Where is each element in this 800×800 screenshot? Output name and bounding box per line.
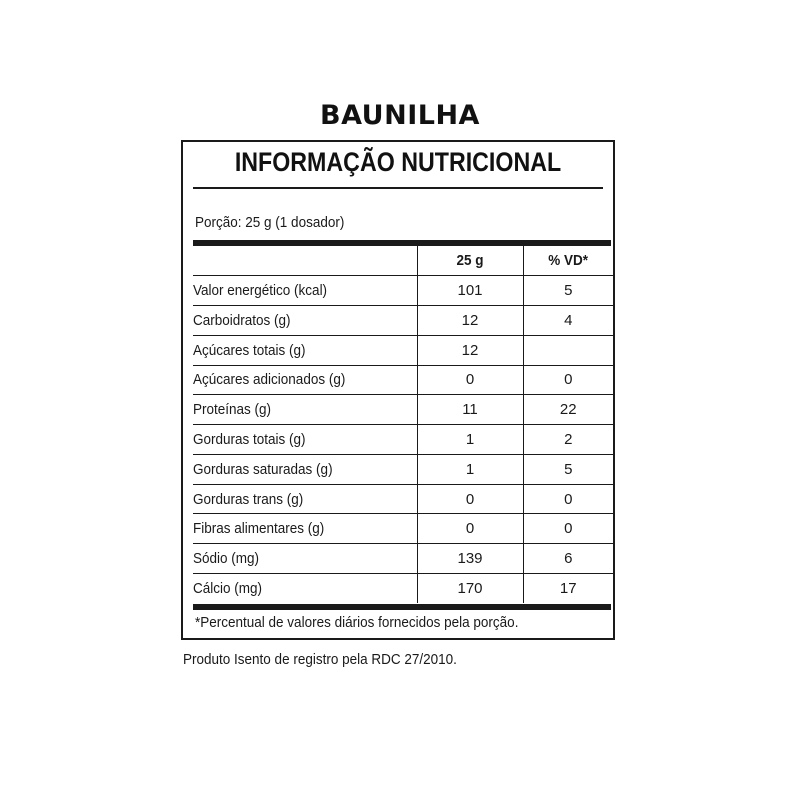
nutrient-label: Gorduras totais (g) xyxy=(193,430,306,448)
nutrient-dv: 17 xyxy=(523,573,613,603)
table-row xyxy=(193,335,613,365)
nutrient-label: Fibras alimentares (g) xyxy=(193,520,325,538)
nutrient-label-cell xyxy=(193,395,417,425)
footnote: *Percentual de valores diários fornecidos pela porção. xyxy=(195,614,519,631)
nutrient-amount: 1 xyxy=(417,454,523,484)
header-amount-label: 25 g xyxy=(456,252,484,270)
title-divider xyxy=(193,187,603,189)
header-blank-cell xyxy=(193,246,417,276)
nutrient-dv: 5 xyxy=(523,276,613,306)
table-row xyxy=(193,484,613,514)
nutrient-dv: 6 xyxy=(523,544,613,574)
thick-divider-bottom xyxy=(193,604,611,610)
nutrition-table xyxy=(193,246,613,603)
nutrition-table-body xyxy=(193,246,613,603)
panel-title: INFORMAÇÃO NUTRICIONAL xyxy=(234,147,562,177)
nutrient-label-cell xyxy=(193,514,417,544)
table-row xyxy=(193,454,613,484)
nutrient-dv: 2 xyxy=(523,425,613,455)
nutrient-amount: 0 xyxy=(417,365,523,395)
serving-size: Porção: 25 g (1 dosador) xyxy=(195,214,345,231)
header-dv-label: % VD* xyxy=(548,252,589,270)
nutrient-label: Cálcio (mg) xyxy=(193,580,263,598)
table-row xyxy=(193,365,613,395)
nutrient-label-cell xyxy=(193,425,417,455)
nutrient-amount: 12 xyxy=(417,306,523,336)
nutrient-label-cell xyxy=(193,276,417,306)
table-row xyxy=(193,306,613,336)
nutrient-amount: 170 xyxy=(417,573,523,603)
nutrient-label-cell xyxy=(193,573,417,603)
nutrient-label-cell xyxy=(193,365,417,395)
nutrient-label-cell xyxy=(193,306,417,336)
nutrient-amount: 101 xyxy=(417,276,523,306)
nutrient-label: Carboidratos (g) xyxy=(193,311,291,329)
nutrient-amount: 11 xyxy=(417,395,523,425)
nutrient-label-cell xyxy=(193,454,417,484)
header-dv xyxy=(523,246,613,276)
nutrient-label: Valor energético (kcal) xyxy=(193,282,328,300)
table-row xyxy=(193,514,613,544)
header-amount xyxy=(417,246,523,276)
nutrient-label-cell xyxy=(193,544,417,574)
nutrient-amount: 139 xyxy=(417,544,523,574)
nutrient-amount: 0 xyxy=(417,514,523,544)
table-header-row xyxy=(193,246,613,276)
registry-note: Produto Isento de registro pela RDC 27/2010. xyxy=(183,651,457,668)
nutrient-dv: 0 xyxy=(523,484,613,514)
nutrient-label: Gorduras trans (g) xyxy=(193,490,304,508)
nutrient-dv: 5 xyxy=(523,454,613,484)
table-row xyxy=(193,425,613,455)
nutrient-label-cell xyxy=(193,484,417,514)
nutrient-dv: 4 xyxy=(523,306,613,336)
nutrient-amount: 0 xyxy=(417,484,523,514)
table-row xyxy=(193,573,613,603)
nutrient-label-cell xyxy=(193,335,417,365)
table-row xyxy=(193,544,613,574)
nutrient-label: Gorduras saturadas (g) xyxy=(193,460,333,478)
nutrient-amount: 12 xyxy=(417,335,523,365)
nutrient-label: Sódio (mg) xyxy=(193,550,260,568)
nutrient-amount: 1 xyxy=(417,425,523,455)
flavor-title: BAUNILHA xyxy=(320,100,480,131)
nutrient-label: Açúcares adicionados (g) xyxy=(193,371,346,389)
nutrient-dv xyxy=(523,335,613,365)
nutrition-facts-panel xyxy=(181,140,615,640)
table-row xyxy=(193,276,613,306)
nutrient-label: Açúcares totais (g) xyxy=(193,341,306,359)
table-row xyxy=(193,395,613,425)
nutrient-dv: 0 xyxy=(523,365,613,395)
nutrient-label: Proteínas (g) xyxy=(193,401,272,419)
nutrient-dv: 22 xyxy=(523,395,613,425)
nutrient-dv: 0 xyxy=(523,514,613,544)
